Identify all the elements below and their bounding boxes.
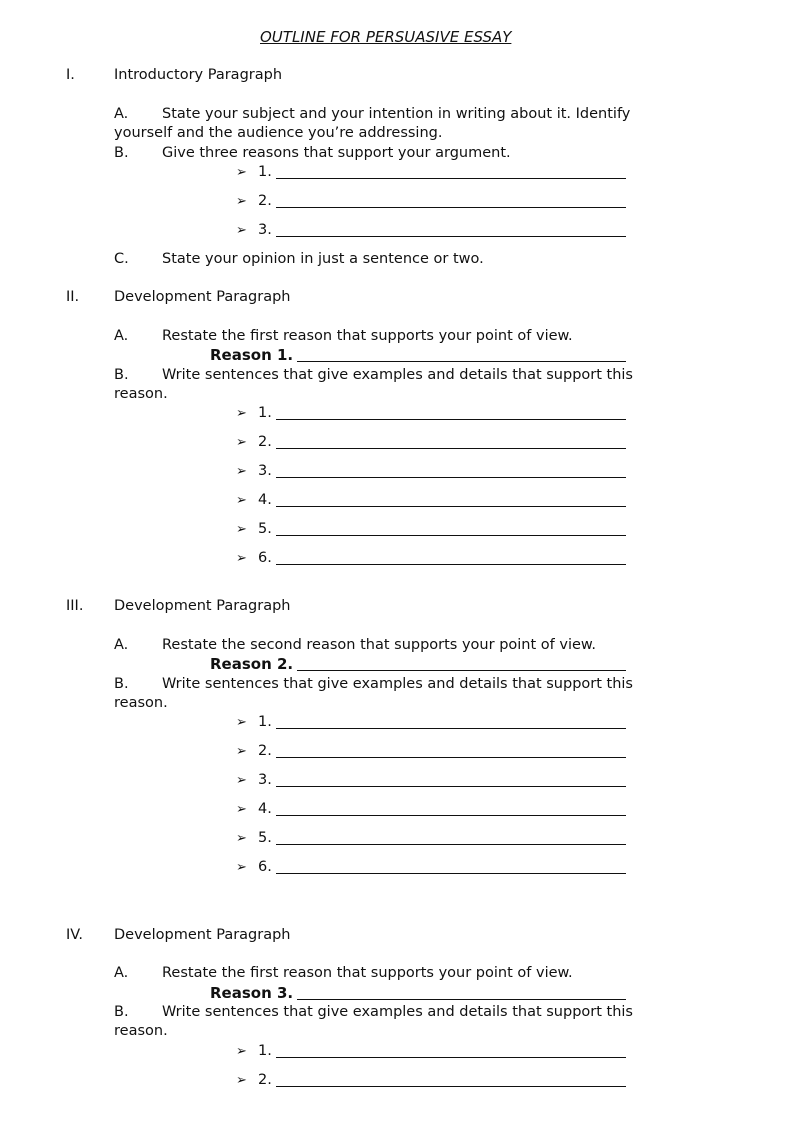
section-4-b-line2: reason. (114, 1023, 168, 1039)
list-item-number: 6. (258, 550, 272, 566)
list-item-number: 4. (258, 801, 272, 817)
blank-answer-line[interactable] (276, 419, 626, 420)
section-1-b-text: Give three reasons that support your argument. (162, 145, 511, 161)
blank-answer-line[interactable] (276, 178, 626, 179)
section-2-numeral: II. (66, 289, 80, 305)
section-1-a-line1: State your subject and your intention in writing about it. Identify (162, 106, 631, 122)
list-item-number: 3. (258, 222, 272, 238)
arrow-bullet-icon: ➢ (236, 551, 247, 566)
blank-answer-line[interactable] (276, 844, 626, 845)
reason-1-blank-line[interactable] (297, 361, 626, 362)
section-3-b-letter: B. (114, 676, 129, 692)
list-item-number: 1. (258, 1043, 272, 1059)
arrow-bullet-icon: ➢ (236, 223, 247, 238)
blank-answer-line[interactable] (276, 207, 626, 208)
blank-answer-line[interactable] (276, 564, 626, 565)
section-3-a-text: Restate the second reason that supports your point of view. (162, 637, 597, 653)
blank-answer-line[interactable] (276, 535, 626, 536)
section-1-heading: Introductory Paragraph (114, 67, 283, 83)
blank-answer-line[interactable] (276, 815, 626, 816)
arrow-bullet-icon: ➢ (236, 435, 247, 450)
blank-answer-line[interactable] (276, 506, 626, 507)
arrow-bullet-icon: ➢ (236, 522, 247, 537)
list-item-number: 4. (258, 492, 272, 508)
list-item-number: 1. (258, 164, 272, 180)
section-1-numeral: I. (66, 67, 75, 83)
section-2-b-line1: Write sentences that give examples and details that support this (162, 367, 633, 383)
list-item-number: 3. (258, 772, 272, 788)
arrow-bullet-icon: ➢ (236, 464, 247, 479)
section-1-a-letter: A. (114, 106, 129, 122)
blank-answer-line[interactable] (276, 236, 626, 237)
reason-2-blank-line[interactable] (297, 670, 626, 671)
section-1-c-letter: C. (114, 251, 129, 267)
section-4-numeral: IV. (66, 927, 83, 943)
section-4-a-text: Restate the first reason that supports your point of view. (162, 965, 573, 981)
list-item-number: 2. (258, 193, 272, 209)
section-4-b-line1: Write sentences that give examples and details that support this (162, 1004, 633, 1020)
blank-answer-line[interactable] (276, 1057, 626, 1058)
arrow-bullet-icon: ➢ (236, 1044, 247, 1059)
section-4-a-letter: A. (114, 965, 129, 981)
list-item-number: 6. (258, 859, 272, 875)
list-item-number: 1. (258, 405, 272, 421)
arrow-bullet-icon: ➢ (236, 802, 247, 817)
reason-2-label: Reason 2. (210, 655, 294, 673)
list-item-number: 2. (258, 434, 272, 450)
reason-1-label: Reason 1. (210, 346, 294, 364)
reason-3-blank-line[interactable] (297, 999, 626, 1000)
list-item-number: 5. (258, 521, 272, 537)
arrow-bullet-icon: ➢ (236, 744, 247, 759)
section-4-b-letter: B. (114, 1004, 129, 1020)
section-1-a-line2: yourself and the audience you’re addressing. (114, 125, 443, 141)
list-item-number: 2. (258, 743, 272, 759)
list-item-number: 5. (258, 830, 272, 846)
arrow-bullet-icon: ➢ (236, 194, 247, 209)
section-3-b-line2: reason. (114, 695, 168, 711)
blank-answer-line[interactable] (276, 757, 626, 758)
arrow-bullet-icon: ➢ (236, 860, 247, 875)
blank-answer-line[interactable] (276, 448, 626, 449)
section-2-b-line2: reason. (114, 386, 168, 402)
blank-answer-line[interactable] (276, 477, 626, 478)
section-2-a-text: Restate the first reason that supports your point of view. (162, 328, 573, 344)
arrow-bullet-icon: ➢ (236, 406, 247, 421)
section-2-heading: Development Paragraph (114, 289, 291, 305)
list-item-number: 3. (258, 463, 272, 479)
list-item-number: 2. (258, 1072, 272, 1088)
section-3-numeral: III. (66, 598, 84, 614)
arrow-bullet-icon: ➢ (236, 773, 247, 788)
page-title: OUTLINE FOR PERSUASIVE ESSAY (260, 28, 512, 46)
blank-answer-line[interactable] (276, 873, 626, 874)
blank-answer-line[interactable] (276, 786, 626, 787)
section-2-a-letter: A. (114, 328, 129, 344)
section-1-b-letter: B. (114, 145, 129, 161)
reason-3-label: Reason 3. (210, 984, 294, 1002)
section-4-heading: Development Paragraph (114, 927, 291, 943)
section-3-heading: Development Paragraph (114, 598, 291, 614)
arrow-bullet-icon: ➢ (236, 165, 247, 180)
arrow-bullet-icon: ➢ (236, 715, 247, 730)
section-3-b-line1: Write sentences that give examples and details that support this (162, 676, 633, 692)
section-2-b-letter: B. (114, 367, 129, 383)
blank-answer-line[interactable] (276, 1086, 626, 1087)
section-3-a-letter: A. (114, 637, 129, 653)
blank-answer-line[interactable] (276, 728, 626, 729)
arrow-bullet-icon: ➢ (236, 1073, 247, 1088)
arrow-bullet-icon: ➢ (236, 831, 247, 846)
arrow-bullet-icon: ➢ (236, 493, 247, 508)
section-1-c-text: State your opinion in just a sentence or two. (162, 251, 484, 267)
list-item-number: 1. (258, 714, 272, 730)
